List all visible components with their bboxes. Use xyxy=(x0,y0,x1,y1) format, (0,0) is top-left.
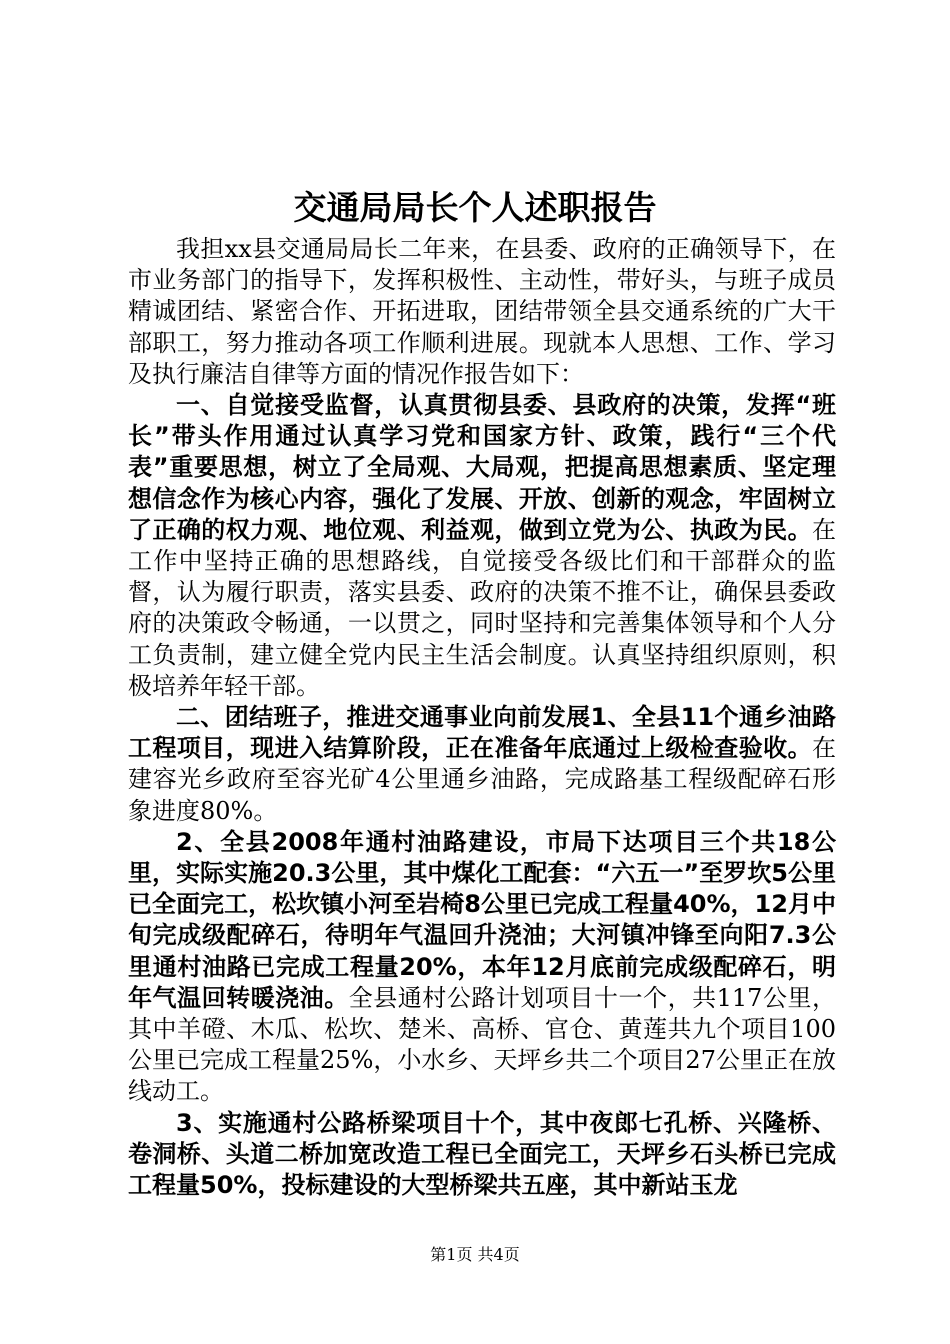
paragraph-normal-text: 在建容光乡政府至容光矿4公里通乡油路，完成路基工程级配碎石形象进度80%。 xyxy=(128,734,836,825)
paragraph-section-2 xyxy=(128,702,836,827)
document-body xyxy=(128,234,836,1201)
paragraph-item-3 xyxy=(128,1108,836,1202)
paragraph-intro xyxy=(128,234,836,390)
paragraph-normal-text: 在工作中坚持正确的思想路线，自觉接受各级比们和干部群众的监督，认为履行职责，落实县委、政府的决策不推不让，确保县委政府的决策政令畅通，一以贯之，同时坚持和完善集体领导和个人分工负责制，建立健全党内民主生活会制度。认真坚持组织原则，积极培养年轻干部。 xyxy=(128,515,836,700)
paragraph-section-1 xyxy=(128,390,836,702)
paragraph-normal-text: 我担xx县交通局局长二年来，在县委、政府的正确领导下，在市业务部门的指导下，发挥积极性、主动性，带好头，与班子成员精诚团结、紧密合作、开拓进取，团结带领全县交通系统的广大干部职工，努力推动各项工作顺利进展。现就本人思想、工作、学习及执行廉洁自律等方面的情况作报告如下： xyxy=(128,235,836,388)
paragraph-normal-text: 全县通村公路计划项目十一个，共117公里，其中羊磴、木瓜、松坎、楚米、高桥、官仓、黄莲共九个项目100公里已完成工程量25%，小水乡、天坪乡共二个项目27公里正在放线动工。 xyxy=(128,983,836,1106)
document-title: 交通局局长个人述职报告 xyxy=(293,188,657,227)
paragraph-bold-text: 2、全县2008年通村油路建设，市局下达项目三个共18公里，实际实施20.3公里，其中煤化工配套：“六五一”至罗坎5公里已全面完工，松坎镇小河至岩椅8公里已完成工程量40%，12月中旬完成级配碎石，待明年气温回升浇油；大河镇冲锋至向阳7.3公里通村油路已完成工程量20%，本年12月底前完成级配碎石，明年气温回转暖浇油。 xyxy=(128,827,836,1012)
paragraph-bold-text: 二、团结班子，推进交通事业向前发展1、全县11个通乡油路工程项目，现进入结算阶段，正在准备年底通过上级检查验收。 xyxy=(128,703,836,763)
paragraph-bold-text: 一、自觉接受监督，认真贯彻县委、县政府的决策，发挥“班长”带头作用通过认真学习党和国家方针、政策，践行“三个代表”重要思想，树立了全局观、大局观，把提高思想素质、坚定理想信念作为核心内容，强化了发展、开放、创新的观念，牢固树立了正确的权力观、地位观、利益观，做到立党为公、执政为民。 xyxy=(128,391,836,544)
page-footer: 第1页 共4页 xyxy=(430,1245,520,1264)
paragraph-item-2 xyxy=(128,827,836,1108)
paragraph-bold-text: 3、实施通村公路桥梁项目十个，其中夜郎七孔桥、兴隆桥、卷洞桥、头道二桥加宽改造工程已全面完工，天坪乡石头桥已完成工程量50%，投标建设的大型桥梁共五座，其中新站玉龙 xyxy=(128,1108,836,1200)
